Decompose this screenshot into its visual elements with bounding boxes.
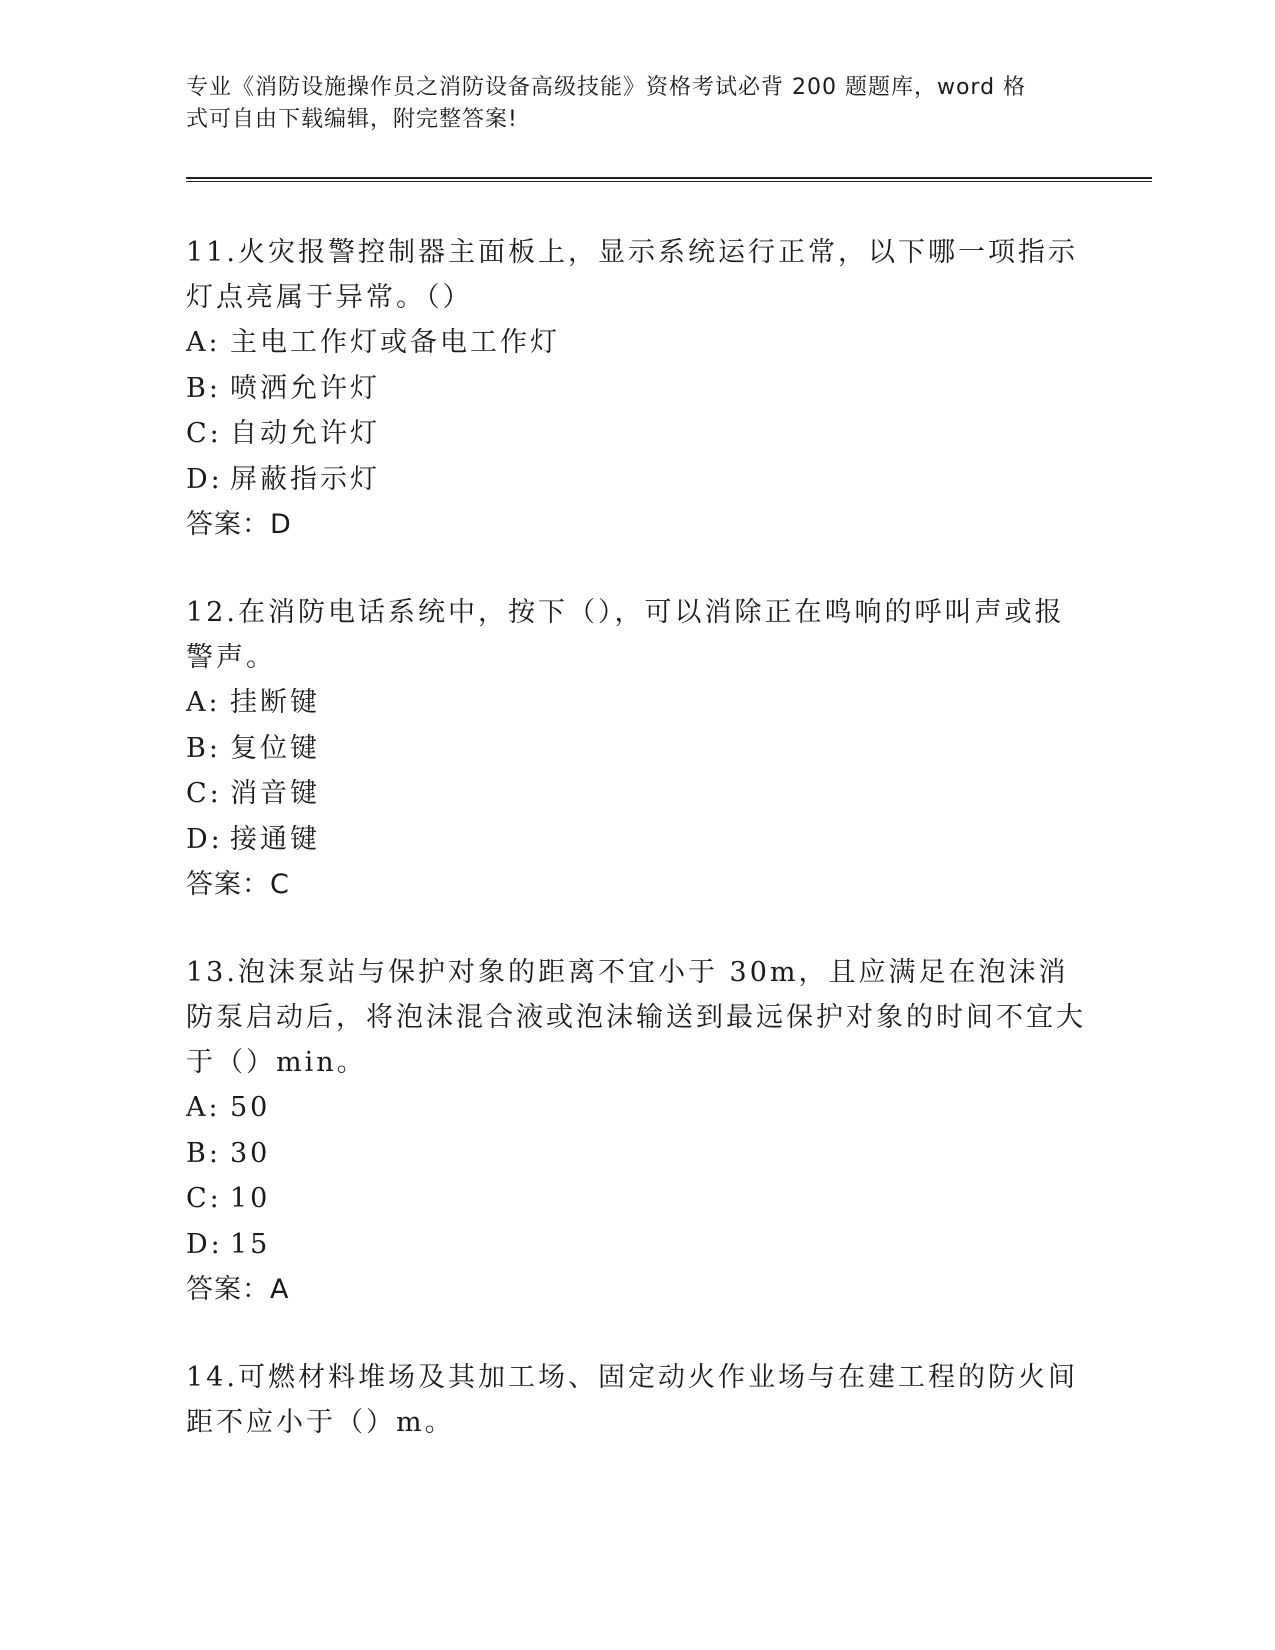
option-d — [186, 817, 1086, 863]
option-text: 接通键 — [230, 823, 320, 855]
option-text: 自动允许灯 — [230, 418, 380, 449]
option-text: 屏蔽指示灯 — [230, 463, 380, 495]
option-a — [186, 680, 1086, 726]
header-line-1: 专业《消防设施操作员之消防设备高级技能》资格考试必背 200 题题库，word 格 — [186, 75, 1027, 100]
option-b — [186, 1131, 1086, 1177]
option-text: 挂断键 — [230, 687, 320, 718]
answer-line: 答案：D — [186, 509, 292, 540]
question-stem: 14.可燃材料堆场及其加工场、固定动火作业场与在建工程的防火间距不应小于（）m。 — [186, 1362, 1078, 1438]
question-13 — [186, 950, 1086, 1313]
option-d — [186, 1222, 1086, 1268]
header-line-2: 式可自由下载编辑，附完整答案! — [186, 107, 518, 132]
option-c — [186, 771, 1086, 817]
option-b — [186, 726, 1086, 772]
question-11 — [186, 230, 1086, 548]
option-text: 15 — [230, 1228, 271, 1260]
question-14 — [186, 1355, 1086, 1445]
option-a — [186, 1085, 1086, 1131]
header-divider — [186, 177, 1152, 182]
option-d — [186, 457, 1086, 503]
question-12 — [186, 590, 1086, 908]
option-key: A: — [186, 1092, 221, 1123]
question-list — [186, 230, 1086, 1487]
question-stem: 13.泡沫泵站与保护对象的距离不宜小于 30m，且应满足在泡沫消防泵启动后，将泡沫混合液或泡沫输送到最远保护对象的时间不宜大于（）min。 — [186, 957, 1086, 1078]
option-text: 30 — [230, 1137, 271, 1169]
option-b — [186, 366, 1086, 412]
document-header — [186, 72, 1066, 136]
option-key: B: — [186, 1137, 221, 1169]
option-key: B: — [186, 372, 221, 404]
question-stem: 11.火灾报警控制器主面板上，显示系统运行正常，以下哪一项指示灯点亮属于异常。（） — [186, 237, 1078, 313]
option-text: 10 — [230, 1183, 271, 1214]
option-key: D: — [186, 1228, 223, 1260]
option-key: C: — [186, 418, 222, 449]
option-text: 复位键 — [230, 732, 320, 764]
option-key: A: — [186, 687, 221, 718]
option-key: B: — [186, 732, 221, 764]
option-key: D: — [186, 463, 223, 495]
question-stem: 12.在消防电话系统中，按下（），可以消除正在鸣响的呼叫声或报警声。 — [186, 597, 1065, 673]
option-c — [186, 1176, 1086, 1222]
answer-line: 答案：C — [186, 869, 290, 900]
answer-line: 答案：A — [186, 1274, 290, 1305]
option-text: 50 — [230, 1092, 271, 1123]
option-key: D: — [186, 823, 223, 855]
option-key: A: — [186, 327, 221, 358]
option-text: 消音键 — [230, 778, 320, 809]
option-a — [186, 320, 1086, 366]
option-key: C: — [186, 1183, 222, 1214]
option-key: C: — [186, 778, 222, 809]
option-text: 喷洒允许灯 — [230, 372, 380, 404]
option-c — [186, 411, 1086, 457]
option-text: 主电工作灯或备电工作灯 — [230, 327, 560, 358]
